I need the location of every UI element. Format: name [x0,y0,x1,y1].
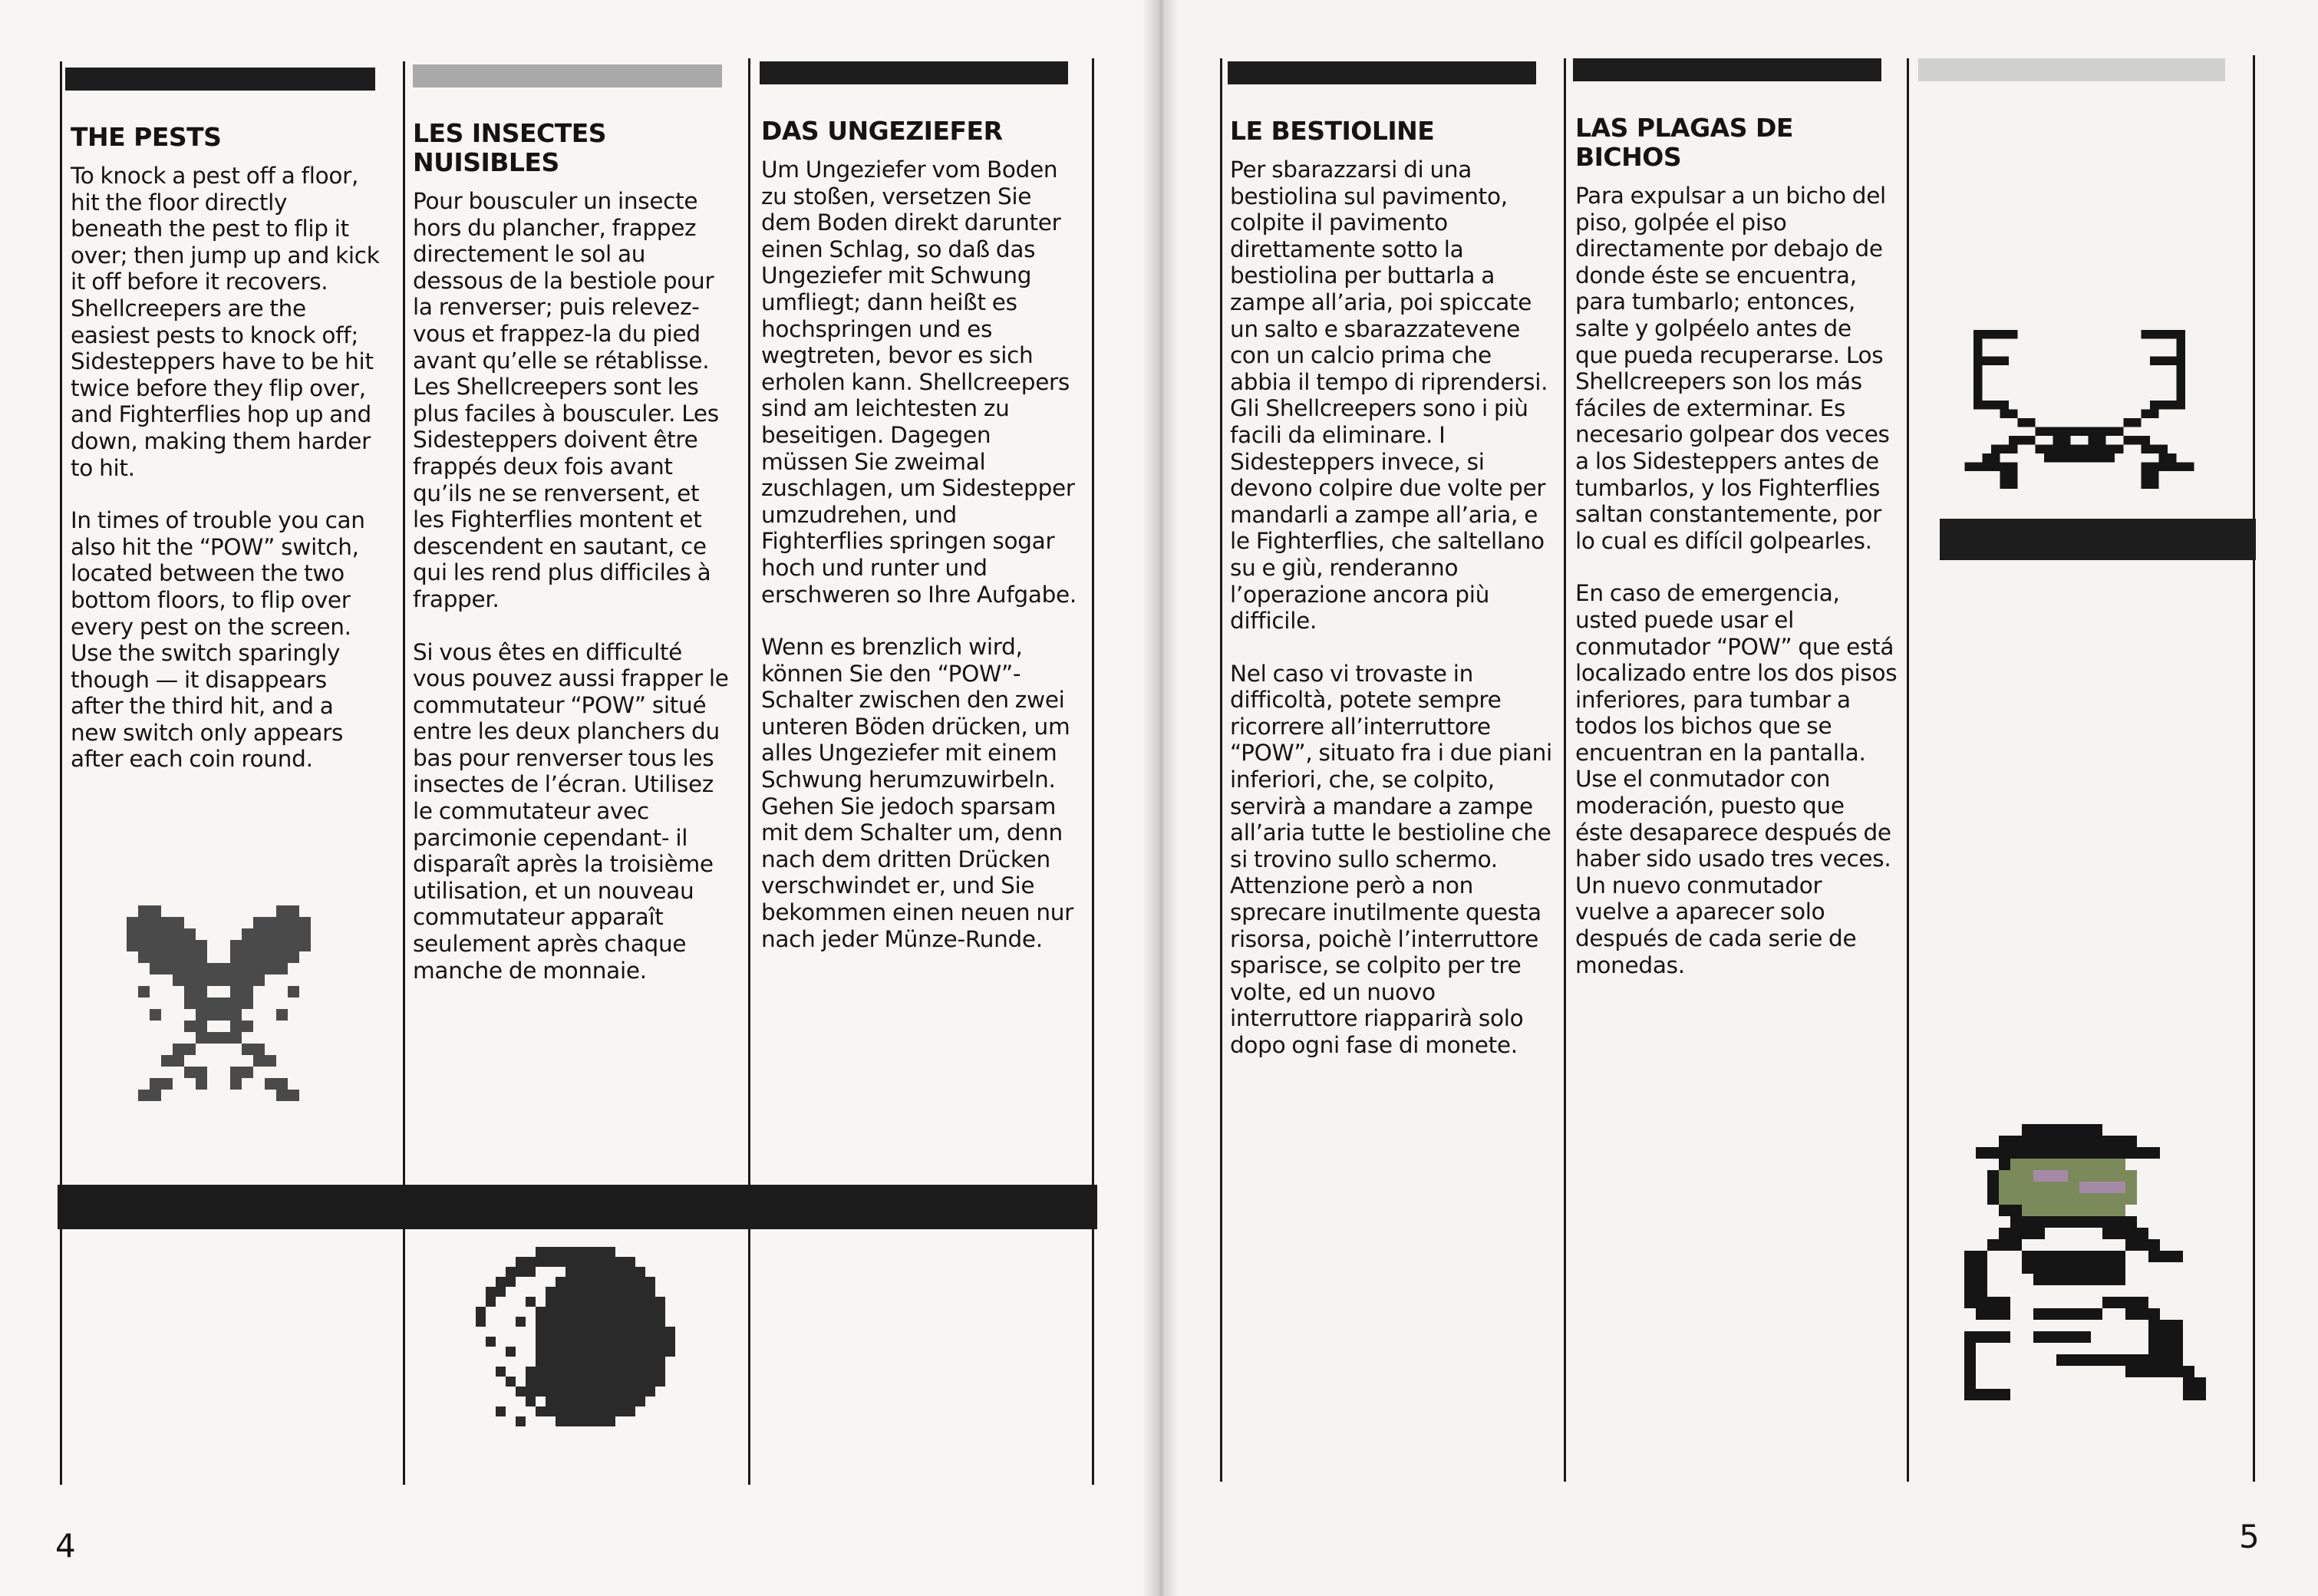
text-column-english [71,123,385,799]
column-bar-3 [760,61,1068,84]
column-divider [60,61,62,1485]
pow-ball-sprite-icon [476,1247,675,1446]
column-divider [1564,58,1566,1482]
column-bar-1 [65,68,375,91]
column-bar-5 [1573,58,1881,81]
column-paragraph: En caso de emergencia, usted puede usar el conmutador “POW” que está localizado entre los dos pisos inferiores, para tumbar a todos los bichos que se encuentran en la pantalla. Use el conmutador con moderación, puesto que éste desaparece después de haber sido usado tres veces. Un nuevo conmutador vuelve a aparecer solo después de cada serie de monedas. [1575,580,1898,978]
column-paragraph: To knock a pest off a floor, hit the floor directly beneath the pest to flip it over; then jump up and kick it off before it recovers. Shellcreepers are the easiest pests to knock off; Sidesteppers have to be hit twice before they flip over, and Fighterflies hop up and down, making them harder to hit. [71,163,380,481]
text-column-italian [1230,117,1552,1085]
sprite-band-bar-left [58,1185,1097,1229]
fighterfly-sprite-icon [127,905,311,1113]
book-gutter [1143,0,1178,1596]
column-heading: LE BESTIOLINE [1230,116,1435,146]
text-column-spanish [1575,114,1898,1004]
column-paragraph: Per sbarazzarsi di una bestiolina sul pavimento, colpite il pavimento direttamente sotto la bestiolina per buttarla a zampe all’aria, poi spiccate un salto e sbarazzatevene con un calcio prima che abbia il tempo di riprendersi. Gli Shellcreepers sono i più facili da eliminare. I Sidesteppers invece, si devono colpire due volte per mandarli a zampe all’aria, e le Fighterflies, che saltellano su e giù, renderanno l’operazione ancora più difficile. [1230,157,1548,635]
column-paragraph: Wenn es brenzlich wird, können Sie den “POW”-Schalter zwischen den zwei unteren Böden drücken, um alles Ungeziefer mit einem Schwung herumzuwirbeln. Gehen Sie jedoch sparsam mit dem Schalter um, denn nach dem dritten Drücken verschwindet er, und Sie bekommen einen neuen nur nach jeder Münze-Runde. [761,634,1074,952]
column-paragraph: Para expulsar a un bicho del piso, golpée el piso directamente por debajo de donde éste se encuentra, para tumbarlo; entonces, salte y golpéelo antes de que pueda recuperarse. Los Shellcreepers son los más fáciles de exterminar. Es necesario golpear dos veces a los Sidesteppers antes de tumbarlos, y los Fighterflies saltan constantemente, por lo cual es difícil golpearles. [1575,183,1890,554]
column-heading: THE PESTS [71,122,222,152]
column-bar-2 [413,64,722,87]
column-heading: LES INSECTES NUISIBLES [413,118,607,177]
sidestepper-sprite-icon [1964,330,2194,506]
column-paragraph: Pour bousculer un insecte hors du plancher, frappez directement le sol au dessous de la bestiole pour la renverser; puis relevez-vous et frappez-la du pied avant qu’elle se rétablisse. Les Shellcreepers sont les plus faciles à bousculer. Les Sidesteppers doivent être frappés deux fois avant qu’ils ne se renversent, et les Fighterflies montent et descendent en sautant, ce qui les rend plus difficiles à frapper. [413,188,719,612]
column-divider [748,58,750,1485]
mario-sprite-icon [1964,1124,2217,1423]
column-divider [2253,55,2255,1482]
column-paragraph: In times of trouble you can also hit the “POW” switch, located between the two bottom floors, to flip over every pest on the screen. Use the switch sparingly though — it disappears after the third hit, and a new switch only appears after each coin round. [71,507,365,773]
page-number-left: 4 [55,1527,76,1565]
column-paragraph: Si vous êtes en difficulté vous pouvez aussi frapper le commutateur “POW” situé entre les deux planchers du bas pour renverser tous les insectes de l’écran. Utilisez le commutateur avec parcimonie cependant- il disparaît après la troisième utilisation, et un nouveau commutateur apparaît seulement après chaque manche de monnaie. [413,638,729,984]
column-heading: LAS PLAGAS DE BICHOS [1575,113,1793,172]
column-divider [1092,58,1094,1485]
column-divider [1220,58,1222,1482]
text-column-german [761,117,1080,978]
column-bar-4 [1228,61,1536,84]
column-divider [1907,58,1909,1482]
column-heading: DAS UNGEZIEFER [761,116,1003,146]
column-paragraph: Um Ungeziefer vom Boden zu stoßen, versetzen Sie dem Boden direkt darunter einen Schlag, so daß das Ungeziefer mit Schwung umfliegt; dann heißt es hochspringen und es wegtreten, bevor es sich erholen kann. Shellcreepers sind am leichtesten zu beseitigen. Dagegen müssen Sie zweimal zuschlagen, um Sidestepper umzudrehen, und Fighterflies springen sogar hoch und runter und erschweren so Ihre Aufgabe. [761,157,1077,608]
sprite-band-bar-right [1940,519,2256,560]
page-number-right: 5 [2239,1518,2260,1555]
column-bar-6 [1918,58,2225,81]
column-divider [403,61,405,1485]
text-column-french [413,119,731,1010]
column-paragraph: Nel caso vi trovaste in difficoltà, potete sempre ricorrere all’interruttore “POW”, situato fra i due piani inferiori, che, se colpito, servirà a mandare a zampe all’aria tutte le bestioline che si trovino sullo schermo. Attenzione però a non sprecare inutilmente questa risorsa, poichè l’interruttore sparisce, se colpito per tre volte, ed un nuovo interruttore riapparirà solo dopo ogni fase di monete. [1230,660,1552,1058]
